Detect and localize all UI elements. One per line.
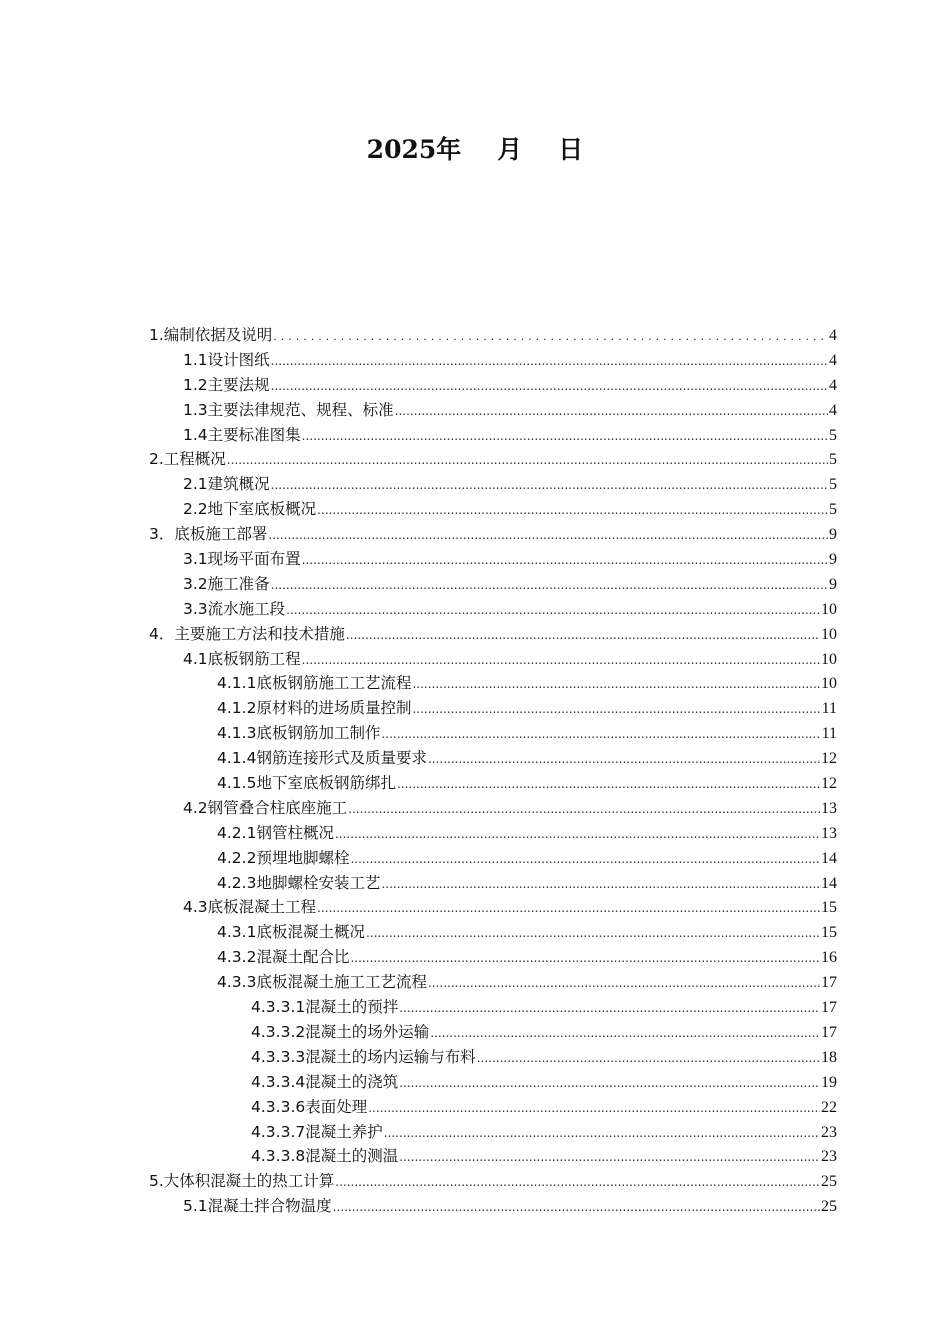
toc-entry[interactable] [251, 995, 837, 1020]
toc-entry-label: 4.3.3.7混凝土养护 [251, 1122, 383, 1141]
toc-dot-leader [430, 1021, 820, 1046]
toc-page-number: 14 [821, 849, 837, 867]
toc-entry-label: 4.3.3.2混凝土的场外运输 [251, 1022, 430, 1041]
toc-entry[interactable] [149, 522, 837, 547]
toc-entry[interactable] [183, 497, 837, 522]
toc-dot-leader [271, 374, 828, 399]
toc-entry[interactable] [217, 970, 837, 995]
toc-dot-leader [227, 448, 828, 473]
toc-dot-leader [368, 1096, 820, 1121]
toc-entry[interactable] [149, 323, 837, 348]
toc-dot-leader [381, 872, 820, 897]
toc-entry[interactable] [183, 572, 837, 597]
toc-page-number: 16 [821, 949, 837, 967]
toc-entry-label: 4.2.1钢管柱概况 [217, 823, 334, 842]
toc-page-number: 5 [829, 426, 837, 444]
toc-entry-label: 4.3.3.3混凝土的场内运输与布料 [251, 1047, 476, 1066]
document-date [0, 130, 950, 166]
date-day-unit: 日 [558, 135, 584, 164]
toc-page-number: 13 [821, 799, 837, 817]
toc-entry[interactable] [217, 721, 837, 746]
toc-entry[interactable] [149, 447, 837, 472]
toc-entry[interactable] [183, 597, 837, 622]
toc-entry-label: 4.3.3.4混凝土的浇筑 [251, 1072, 399, 1091]
toc-page-number: 11 [821, 725, 837, 743]
toc-page-number: 19 [821, 1073, 837, 1091]
toc-entry[interactable] [183, 796, 837, 821]
toc-page-number: 4 [829, 327, 837, 344]
toc-entry-label: 3.1现场平面布置 [183, 550, 301, 569]
toc-entry-label: 4.3.3.8混凝土的测温 [251, 1147, 399, 1166]
toc-entry-label: 2.1建筑概况 [183, 475, 270, 494]
toc-dot-leader [268, 523, 828, 548]
toc-dot-leader [317, 896, 820, 921]
toc-entry-label: 2.2地下室底板概况 [183, 500, 317, 519]
toc-page-number: 9 [829, 551, 837, 569]
toc-entry[interactable] [217, 696, 837, 721]
toc-dot-leader [302, 424, 828, 449]
toc-page-number: 9 [829, 575, 837, 593]
toc-dot-leader [273, 325, 828, 350]
toc-page-number: 5 [829, 476, 837, 494]
toc-dot-leader [397, 772, 820, 797]
toc-entry-label: 4.1.4钢筋连接形式及质量要求 [217, 749, 427, 768]
toc-dot-leader [335, 1170, 820, 1195]
toc-entry[interactable] [251, 1070, 837, 1095]
toc-entry-label: 4.3.1底板混凝土概况 [217, 923, 365, 942]
toc-entry[interactable] [217, 846, 837, 871]
toc-dot-leader [348, 797, 820, 822]
toc-entry-label: 4.3.3.6表面处理 [251, 1097, 368, 1116]
toc-page-number: 11 [821, 700, 837, 718]
toc-entry-label: 1.2主要法规 [183, 375, 270, 394]
toc-page-number: 10 [821, 675, 837, 693]
toc-dot-leader [428, 971, 820, 996]
toc-entry[interactable] [217, 920, 837, 945]
toc-dot-leader [335, 822, 820, 847]
toc-entry[interactable] [183, 547, 837, 572]
toc-entry-label: 4.3.2混凝土配合比 [217, 948, 350, 967]
toc-entry-label: 2.工程概况 [149, 450, 226, 469]
toc-page-number: 9 [829, 526, 837, 544]
toc-dot-leader [350, 946, 820, 971]
toc-dot-leader [350, 847, 820, 872]
toc-entry[interactable] [217, 821, 837, 846]
toc-entry-label: 4.1.5地下室底板钢筋绑扎 [217, 774, 396, 793]
date-year-unit: 年 [436, 135, 462, 164]
date-year: 2025 [366, 135, 437, 164]
toc-entry[interactable] [217, 671, 837, 696]
toc-entry[interactable] [217, 771, 837, 796]
toc-page-number: 25 [821, 1198, 837, 1216]
toc-page-number: 10 [821, 600, 837, 618]
toc-entry-label: 4.3.3底板混凝土施工工艺流程 [217, 973, 427, 992]
toc-entry-label: 4.1.1底板钢筋施工工艺流程 [217, 674, 412, 693]
toc-entry-label: 3.3流水施工段 [183, 599, 286, 618]
toc-page-number: 12 [821, 750, 837, 768]
toc-entry[interactable] [183, 348, 837, 373]
toc-entry-label: 5.大体积混凝土的热工计算 [149, 1172, 335, 1191]
toc-entry[interactable] [251, 1020, 837, 1045]
toc-page-number: 15 [821, 924, 837, 942]
toc-dot-leader [302, 548, 828, 573]
toc-page-number: 23 [821, 1123, 837, 1141]
toc-dot-leader [333, 1195, 820, 1220]
toc-dot-leader [384, 1121, 820, 1146]
toc-page-number: 4 [829, 376, 837, 394]
toc-entry[interactable] [251, 1144, 837, 1169]
toc-entry-label: 1.编制依据及说明 [149, 326, 273, 344]
toc-page-number: 17 [821, 999, 837, 1017]
toc-entry[interactable] [183, 895, 837, 920]
toc-entry-label: 3．底板施工部署 [149, 525, 268, 544]
toc-page-number: 10 [821, 650, 837, 668]
toc-entry[interactable] [217, 746, 837, 771]
toc-page-number: 17 [821, 974, 837, 992]
toc-page-number: 5 [829, 451, 837, 469]
toc-entry-label: 4．主要施工方法和技术措施 [149, 624, 345, 643]
toc-entry-label: 4.3.3.1混凝土的预拌 [251, 998, 399, 1017]
toc-entry[interactable] [149, 1169, 837, 1194]
toc-dot-leader [346, 623, 820, 648]
toc-dot-leader [286, 598, 820, 623]
toc-page-number: 18 [821, 1048, 837, 1066]
toc-dot-leader [428, 747, 820, 772]
toc-dot-leader [477, 1046, 820, 1071]
toc-dot-leader [366, 921, 820, 946]
toc-entry-label: 4.3底板混凝土工程 [183, 898, 317, 917]
toc-page-number: 15 [821, 899, 837, 917]
toc-page-number: 14 [821, 874, 837, 892]
toc-dot-leader [395, 399, 828, 424]
toc-entry-label: 1.4主要标准图集 [183, 425, 301, 444]
toc-page-number: 17 [821, 1023, 837, 1041]
toc-page-number: 5 [829, 501, 837, 519]
toc-dot-leader [399, 1071, 820, 1096]
toc-entry[interactable] [217, 871, 837, 896]
toc-dot-leader [271, 473, 828, 498]
toc-dot-leader [412, 697, 820, 722]
toc-entry[interactable] [251, 1095, 837, 1120]
toc-page-number: 23 [821, 1148, 837, 1166]
toc-entry[interactable] [251, 1045, 837, 1070]
toc-entry[interactable] [149, 622, 837, 647]
toc-page-number: 13 [821, 824, 837, 842]
toc-entry[interactable] [183, 472, 837, 497]
toc-entry-label: 4.1底板钢筋工程 [183, 649, 301, 668]
toc-page-number: 25 [821, 1173, 837, 1191]
toc-entry[interactable] [183, 647, 837, 672]
toc-dot-leader [399, 996, 820, 1021]
toc-entry[interactable] [217, 945, 837, 970]
toc-dot-leader [381, 722, 820, 747]
date-month-unit: 月 [497, 135, 523, 164]
toc-page-number: 4 [829, 401, 837, 419]
toc-dot-leader [271, 349, 828, 374]
toc-entry[interactable] [183, 1194, 837, 1219]
toc-entry-label: 4.1.3底板钢筋加工制作 [217, 724, 381, 743]
toc-dot-leader [317, 498, 828, 523]
toc-dot-leader [271, 573, 828, 598]
toc-dot-leader [412, 672, 820, 697]
toc-dot-leader [302, 648, 820, 673]
toc-entry-label: 1.3主要法律规范、规程、标准 [183, 400, 394, 419]
toc-entry-label: 5.1混凝土拌合物温度 [183, 1197, 332, 1216]
toc-page-number: 12 [821, 775, 837, 793]
toc-entry-label: 4.2.2预埋地脚螺栓 [217, 848, 350, 867]
toc-page-number: 22 [821, 1098, 837, 1116]
toc-entry[interactable] [183, 373, 837, 398]
toc-entry[interactable] [183, 423, 837, 448]
toc-entry-label: 1.1设计图纸 [183, 350, 270, 369]
toc-dot-leader [399, 1145, 820, 1170]
toc-entry-label: 4.2.3地脚螺栓安装工艺 [217, 873, 381, 892]
toc-entry[interactable] [183, 398, 837, 423]
table-of-contents [0, 323, 950, 1219]
toc-entry-label: 3.2施工准备 [183, 574, 270, 593]
toc-entry-label: 4.2钢管叠合柱底座施工 [183, 798, 348, 817]
toc-entry-label: 4.1.2原材料的进场质量控制 [217, 699, 412, 718]
toc-page-number: 10 [821, 625, 837, 643]
toc-entry[interactable] [251, 1120, 837, 1145]
toc-page-number: 4 [829, 351, 837, 369]
